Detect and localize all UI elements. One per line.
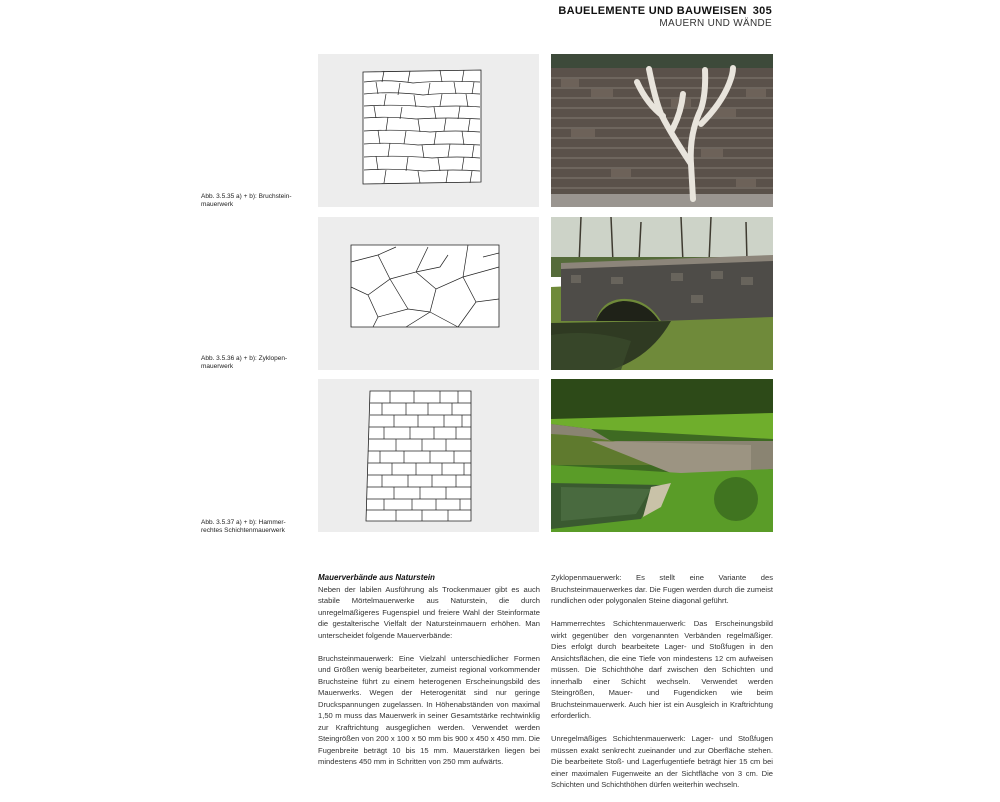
section-title: BAUELEMENTE UND BAUWEISEN bbox=[558, 5, 747, 17]
paragraph-zyklopen: Zyklopenmauerwerk: Es stellt eine Variante des Bruchsteinmauerwerkes dar. Die Fugen werden durch die zumeist rundlichen oder polygonalen Steine diagonal geführt. bbox=[551, 573, 774, 605]
running-header bbox=[558, 5, 772, 29]
rubble-masonry-drawing bbox=[318, 54, 539, 207]
figure-caption-3: Abb. 3.5.37 a) + b): Hammer-rechtes Schichtenmauerwerk bbox=[201, 519, 286, 534]
paragraph-hammerrecht: Hammerrechtes Schichtenmauerwerk: Das Erscheinungsbild wirkt gegenüber den vorgenannten Verbänden regelmäßiger. Dies erfolgt durch bearbeitete Lager- und Stoßfugen in den Ansichtsflächen, die eine Tiefe von mindestens 12 cm aufweisen müssen. Die Schichthöhe darf zwischen den Schichten und innerhalb einer Schicht wechseln. Verwendet werden Steingrößen, Mauer- und Fugendicken wie beim Bruchsteinmauerwerk. Auch hier ist ein Ausgleich in Kraftrichtung erforderlich. bbox=[551, 619, 773, 720]
section-title-line bbox=[558, 5, 772, 17]
coursed-masonry-drawing bbox=[318, 379, 539, 532]
figure-caption-2: Abb. 3.5.36 a) + b): Zyklopen-mauerwerk bbox=[201, 355, 288, 370]
paragraph-intro: Neben der labilen Ausführung als Trockenmauer gibt es auch stabile Mörtelmauerwerke aus Naturstein, die durch unregelmäßigeres Fugenspiel und freiere Wahl der Steinformate die gestalterische Vielfalt der Natursteinmauern erhöhen. Man unterscheidet folgende Mauerverbände: bbox=[318, 584, 540, 640]
subsection-title: MAUERN UND WÄNDE bbox=[659, 18, 772, 29]
section-heading: Mauerverbände aus Naturstein bbox=[318, 573, 435, 582]
terraced-walls-pond-photo bbox=[551, 379, 773, 532]
stone-bridge-photo bbox=[551, 217, 773, 370]
paragraph-unregelmaessig: Unregelmäßiges Schichtenmauerwerk: Lager- und Stoßfugen müssen exakt senkrecht zueinander und zur Oberfläche stehen. Die bearbeitete Stoß- und Lagerfugentiefe beträgt hier 15 cm bei einer maximalen Fugenweite an der Sichtfläche von 3 cm. Die Schichten und Schichthöhen dürfen weiterhin wechseln. bbox=[551, 734, 773, 789]
text-column-left bbox=[318, 572, 540, 779]
paragraph-bruchstein: Bruchsteinmauerwerk: Eine Vielzahl unterschiedlicher Formen und Größen wenig bearbeiteter, zumeist regional vorkommender Bruchsteine führt zu einem heterogenen Erscheinungsbild des Mauerwerks. Wegen der Heterogenität sind nur geringe Druckspannungen zugelassen. In Höhenabständen von maximal 1,50 m muss das Mauerwerk in seiner Gesamtstärke rechtwinklig zur Kraftrichtung ausgeglichen werden. Verwendet werden Steingrößen von 200 x 100 x 50 mm bis 900 x 450 x 450 mm. Die Fugenbreite beträgt 10 bis 15 mm. Mauerstärken liegen bei mindestens 450 mm in Schritten von 250 mm aufwärts. bbox=[318, 653, 540, 766]
text-column-right bbox=[551, 572, 773, 802]
page-number: 305 bbox=[752, 5, 772, 17]
stone-wall-tree-relief-photo bbox=[551, 54, 773, 207]
cyclopean-masonry-drawing bbox=[318, 217, 539, 370]
figure-caption-1: Abb. 3.5.35 a) + b): Bruchstein-mauerwerk bbox=[201, 193, 292, 208]
